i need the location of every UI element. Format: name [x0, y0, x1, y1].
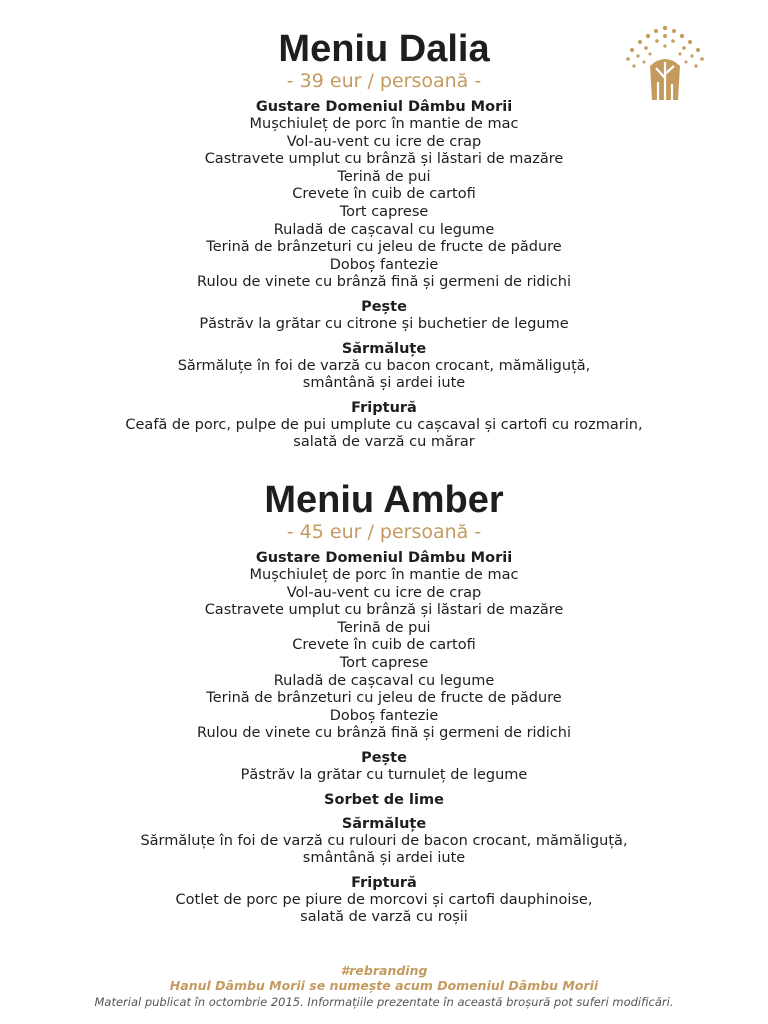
- section-friptura: [0, 874, 768, 927]
- menu-amber: [0, 479, 768, 933]
- dish-item: Sărmăluțe în foi de varză cu rulouri de bacon crocant, mămăliguță,: [140, 832, 628, 849]
- section-title: Pește: [361, 298, 407, 315]
- dish-item: Doboș fantezie: [329, 707, 439, 724]
- footer: [0, 963, 768, 1010]
- footer-disclaimer: Material publicat în octombrie 2015. Informațiile prezentate în această broșură pot suferi modificări.: [94, 995, 674, 1009]
- menu-price: - 39 eur / persoană -: [286, 70, 482, 92]
- dish-item: Păstrăv la grătar cu turnuleț de legume: [240, 766, 528, 783]
- dish-item: Vol-au-vent cu icre de crap: [286, 584, 482, 601]
- footer-hashtag: #rebranding: [340, 963, 428, 978]
- section-sarmalute: [0, 340, 768, 393]
- dish-item: Cotlet de porc pe piure de morcovi și cartofi dauphinoise,: [175, 891, 593, 908]
- section-title: Gustare Domeniul Dâmbu Morii: [255, 99, 513, 115]
- section-sorbet: [0, 791, 768, 809]
- dish-item: Vol-au-vent cu icre de crap: [286, 133, 482, 150]
- section-title: Friptură: [351, 874, 417, 891]
- dish-item: Mușchiuleț de porc în mantie de mac: [249, 567, 519, 583]
- section-friptura: [0, 399, 768, 452]
- dish-item: smântână și ardei iute: [302, 375, 466, 392]
- menu-title: Meniu Dalia: [278, 28, 490, 70]
- section-title: Friptură: [351, 399, 417, 416]
- dish-item: Tort caprese: [339, 654, 429, 671]
- dish-item: salată de varză cu mărar: [293, 434, 475, 451]
- dish-item: Doboș fantezie: [329, 256, 439, 273]
- menu-price: - 45 eur / persoană -: [286, 521, 482, 543]
- section-peste: [0, 749, 768, 785]
- section-gustare: [0, 98, 768, 292]
- dish-item: Mușchiuleț de porc în mantie de mac: [249, 116, 519, 132]
- dish-item: Castravete umplut cu brânză și lăstari de mazăre: [204, 602, 564, 619]
- section-title: Gustare Domeniul Dâmbu Morii: [255, 550, 513, 566]
- dish-item: Ceafă de porc, pulpe de pui umplute cu cașcaval și cartofi cu rozmarin,: [125, 416, 643, 433]
- menu-dalia: [0, 28, 768, 458]
- dish-item: salată de varză cu roșii: [300, 909, 468, 926]
- dish-item: Terină de pui: [337, 619, 431, 636]
- dish-item: Tort caprese: [339, 203, 429, 220]
- dish-item: Păstrăv la grătar cu citrone și buchetier de legume: [199, 315, 569, 332]
- section-title: Pește: [361, 749, 407, 766]
- section-peste: [0, 298, 768, 334]
- section-title: Sorbet de lime: [324, 791, 444, 808]
- dish-item: Terină de pui: [337, 168, 431, 185]
- footer-rebrand-note: Hanul Dâmbu Morii se numește acum Domeniul Dâmbu Morii: [169, 978, 599, 993]
- section-sarmalute: [0, 815, 768, 868]
- dish-item: Terină de brânzeturi cu jeleu de fructe de pădure: [206, 690, 562, 707]
- dish-item: Terină de brânzeturi cu jeleu de fructe de pădure: [206, 239, 562, 256]
- dish-item: Rulou de vinete cu brânză fină și germeni de ridichi: [197, 274, 571, 291]
- section-title: Sărmăluțe: [341, 815, 427, 832]
- dish-item: Crevete în cuib de cartofi: [292, 186, 476, 203]
- section-gustare: [0, 549, 768, 743]
- dish-item: Ruladă de cașcaval cu legume: [273, 672, 495, 689]
- dish-item: smântână și ardei iute: [302, 850, 466, 867]
- dish-item: Sărmăluțe în foi de varză cu bacon crocant, mămăliguță,: [177, 357, 591, 374]
- menu-title: Meniu Amber: [264, 479, 504, 521]
- dish-item: Ruladă de cașcaval cu legume: [273, 221, 495, 238]
- dish-item: Crevete în cuib de cartofi: [292, 637, 476, 654]
- dish-item: Rulou de vinete cu brânză fină și germeni de ridichi: [197, 725, 571, 742]
- section-title: Sărmăluțe: [341, 340, 427, 357]
- dish-item: Castravete umplut cu brânză și lăstari de mazăre: [204, 151, 564, 168]
